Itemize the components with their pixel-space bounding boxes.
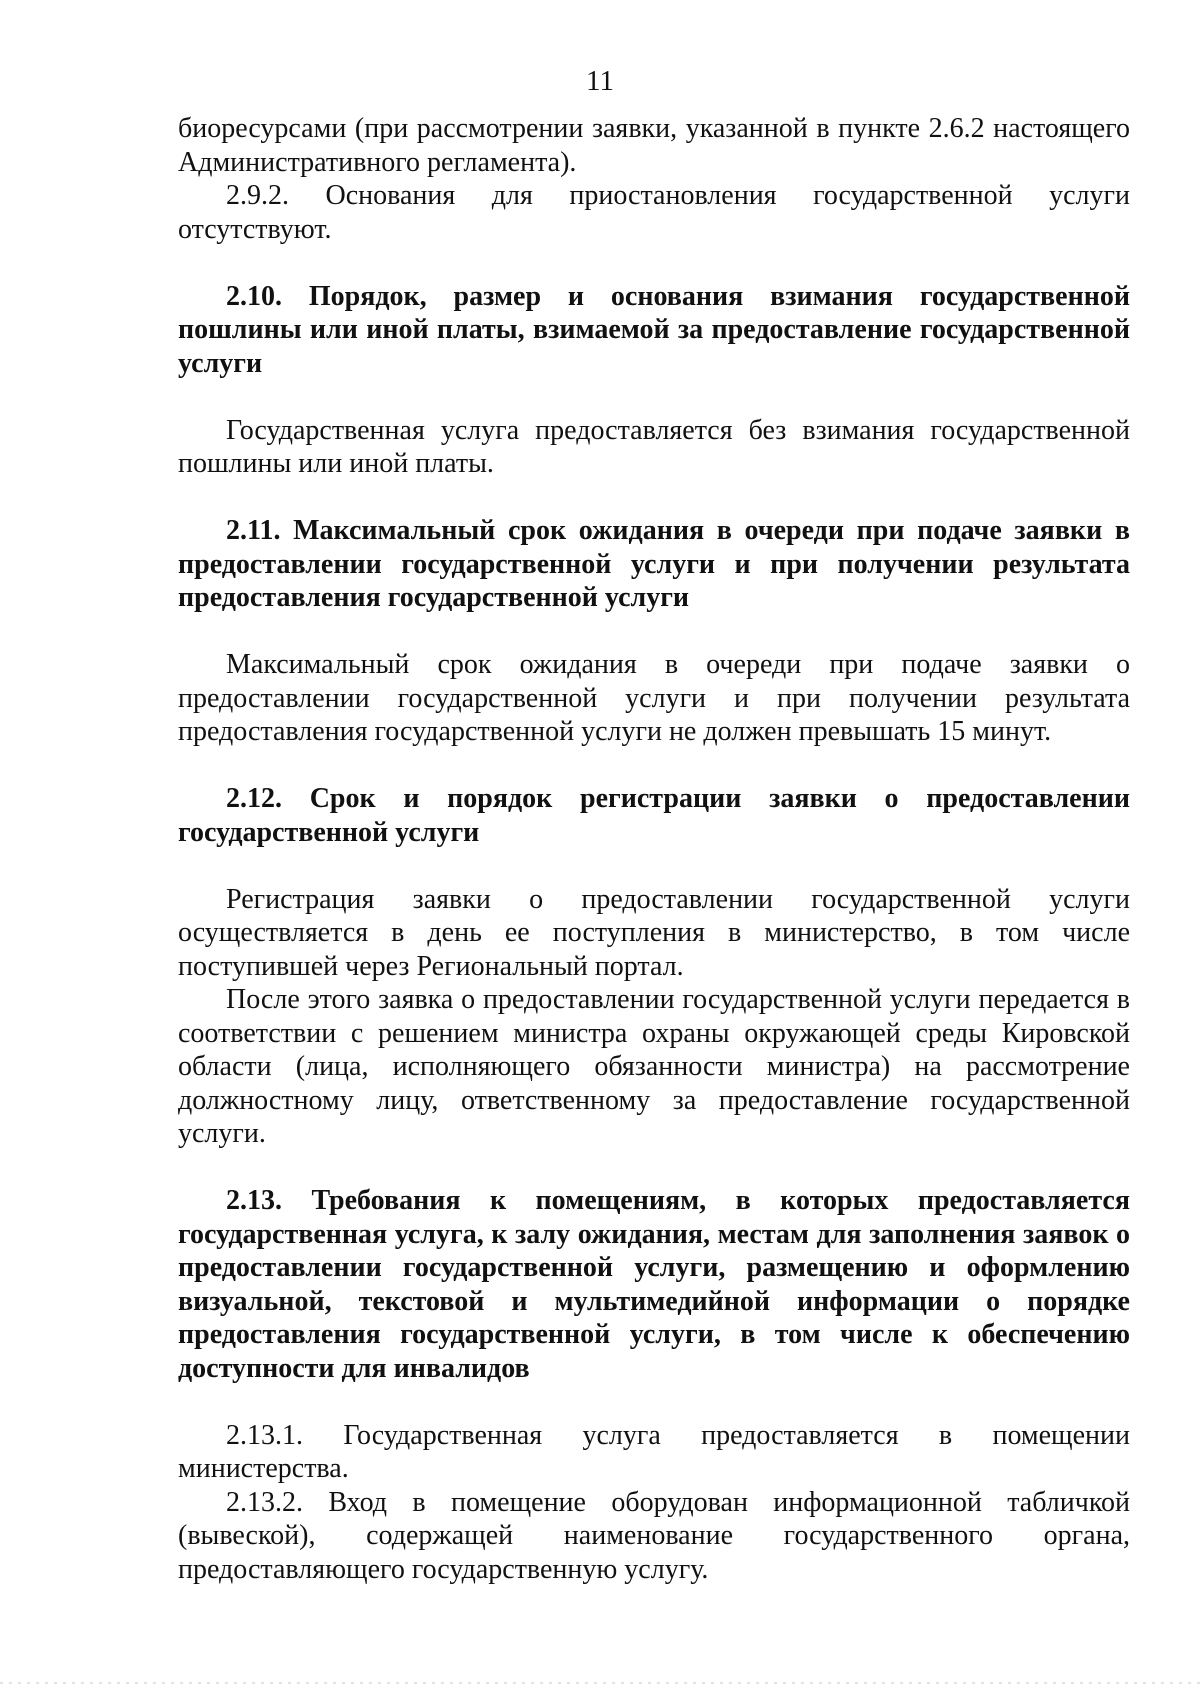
page-number: 11: [586, 65, 614, 97]
section-heading-2-11: 2.11. Максимальный срок ожидания в очереди при подаче заявки в предоставлении государственной услуги и при получении результата предоставления государственной услуги: [178, 515, 1130, 613]
section-heading-2-10: 2.10. Порядок, размер и основания взимания государственной пошлины или иной платы, взимаемой за предоставление государственной услуги: [178, 280, 1130, 379]
scan-edge-artifact: [0, 1682, 1200, 1684]
paragraph-2-9-2: 2.9.2. Основания для приостановления государственной услуги отсутствуют.: [178, 180, 1130, 245]
section-heading-2-12: 2.12. Срок и порядок регистрации заявки о предоставлении государственной услуги: [178, 783, 1130, 848]
document-body: [178, 112, 1130, 1586]
spacer: [178, 749, 1130, 783]
spacer: [178, 246, 1130, 280]
spacer: [178, 1151, 1130, 1185]
spacer: [178, 615, 1130, 649]
paragraph-continuation: биоресурсами (при рассмотрении заявки, указанной в пункте 2.6.2 настоящего Административного регламента).: [178, 113, 1130, 178]
spacer: [178, 481, 1130, 515]
paragraph-2-13-1: 2.13.1. Государственная услуга предоставляется в помещении министерства.: [178, 1419, 1130, 1484]
section-heading-2-13: 2.13. Требования к помещениям, в которых предоставляется государственная услуга, к залу ожидания, местам для заполнения заявок о предоставлении государственной услуги, размещению и оформлению визуальной, текстовой и мультимедийной информации о порядке предоставления государственной услуги, в том числе к обеспечению доступности для инвалидов: [178, 1185, 1130, 1384]
paragraph-2-12-transfer: После этого заявка о предоставлении государственной услуги передается в соответствии с решением министра охраны окружающей среды Кировской области (лица, исполняющего обязанности министра) на рассмотрение должностному лицу, ответственному за предоставление государственной услуги.: [178, 984, 1130, 1149]
paragraph-2-13-2: 2.13.2. Вход в помещение оборудован информационной табличкой (вывеской), содержащей наименование государственного органа, предоставляющего государственную услугу.: [178, 1486, 1130, 1585]
paragraph-2-12-registration: Регистрация заявки о предоставлении государственной услуги осуществляется в день ее поступления в министерство, в том числе поступившей через Региональный портал.: [178, 883, 1130, 982]
paragraph-2-11: Максимальный срок ожидания в очереди при подаче заявки о предоставлении государственной услуги и при получении результата предоставления государственной услуги не должен превышать 15 минут.: [178, 649, 1130, 747]
paragraph-2-10: Государственная услуга предоставляется без взимания государственной пошлины или иной платы.: [178, 414, 1130, 479]
spacer: [178, 380, 1130, 414]
spacer: [178, 849, 1130, 883]
spacer: [178, 1385, 1130, 1419]
